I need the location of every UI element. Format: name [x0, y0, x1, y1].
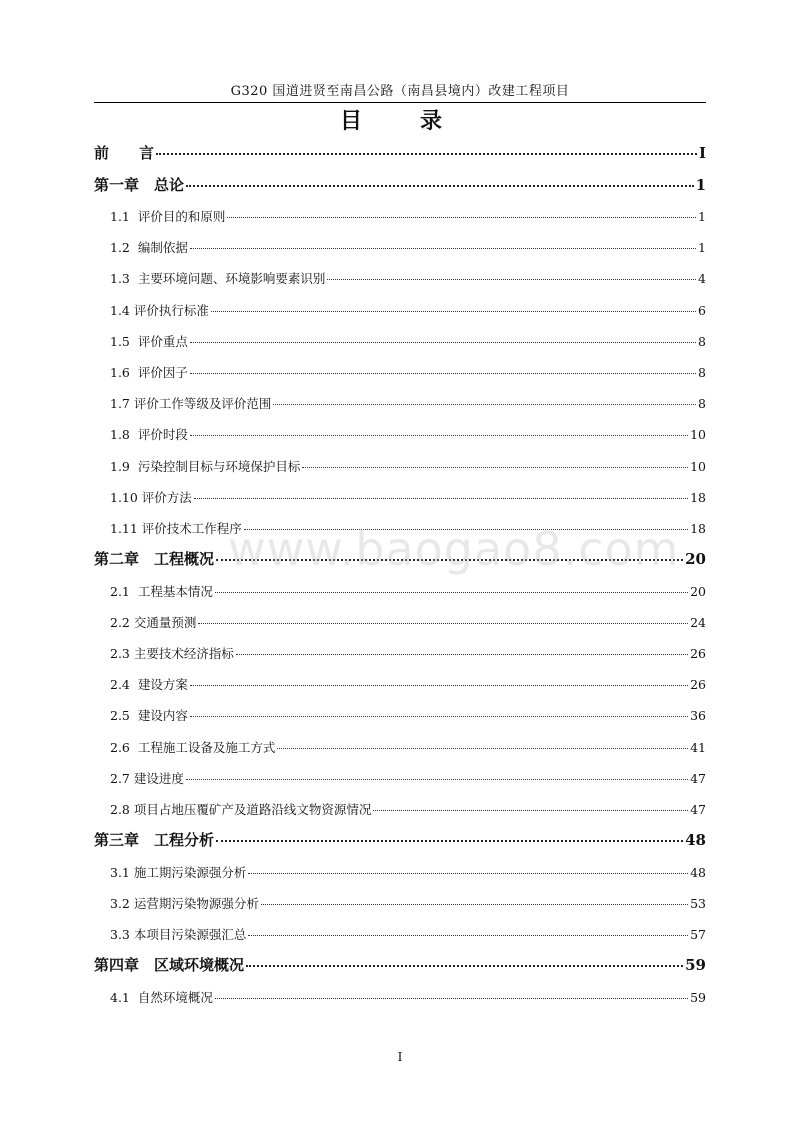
toc-chapter-entry[interactable] — [94, 825, 706, 857]
dot-leader — [190, 435, 688, 436]
toc-section-entry[interactable] — [94, 669, 706, 700]
toc-entry-label: 1.2 编制依据 — [110, 240, 188, 256]
dot-leader — [227, 217, 696, 218]
toc-entry-page-number: 8 — [698, 333, 706, 349]
toc-entry-label: 2.7 建设进度 — [110, 770, 184, 786]
dot-leader — [186, 185, 694, 187]
page-footer-number: I — [397, 1050, 403, 1064]
toc-entry-label: 2.8 项目占地压覆矿产及道路沿线文物资源情况 — [110, 801, 372, 817]
toc-title: 目 录 — [339, 108, 460, 134]
toc-chapter-entry[interactable] — [94, 170, 706, 202]
toc-entry-label: 2.2 交通量预测 — [110, 614, 197, 630]
toc-entry-page-number: I — [698, 144, 706, 162]
dot-leader — [186, 779, 688, 780]
toc-entry-label: 1.7 评价工作等级及评价范围 — [110, 396, 272, 412]
toc-entry-label: 1.1 评价目的和原则 — [110, 209, 226, 224]
dot-leader — [190, 685, 688, 686]
toc-entry-label: 2.5 建设内容 — [110, 708, 188, 724]
toc-section-entry[interactable] — [94, 857, 706, 888]
toc-entry-page-number: 59 — [685, 956, 706, 975]
dot-leader — [211, 311, 696, 312]
toc-entry-page-number: 26 — [690, 645, 706, 661]
toc-entry-page-number: 1 — [695, 175, 706, 194]
toc-entry-page-number: 53 — [690, 895, 706, 911]
toc-entry-page-number: 8 — [698, 396, 706, 412]
toc-entry-page-number: 26 — [690, 677, 706, 693]
toc-entry-page-number: 48 — [685, 831, 706, 850]
dot-leader — [244, 529, 688, 530]
toc-entry-page-number: 1 — [698, 209, 706, 224]
toc-entry-page-number: 47 — [690, 770, 706, 786]
toc-entry-page-number: 59 — [690, 989, 706, 1005]
dot-leader — [273, 404, 696, 405]
dot-leader — [215, 592, 688, 593]
toc-entry-page-number: 10 — [690, 458, 706, 474]
toc-section-entry[interactable] — [94, 794, 706, 825]
dot-leader — [190, 716, 688, 717]
toc-section-entry[interactable] — [94, 607, 706, 638]
toc-entry-label: 2.3 主要技术经济指标 — [110, 645, 234, 661]
toc-entry-page-number: 57 — [690, 926, 706, 942]
dot-leader — [216, 559, 683, 561]
watermark: www.baogao8.com — [228, 522, 680, 576]
toc-section-entry[interactable] — [94, 482, 706, 513]
toc-entry-label: 2.4 建设方案 — [110, 677, 188, 693]
dot-leader — [327, 279, 696, 280]
toc-section-entry[interactable] — [94, 513, 706, 544]
toc-entry-label: 1.8 评价时段 — [110, 427, 188, 443]
table-of-contents — [94, 138, 706, 1013]
toc-entry-label: 1.3 主要环境问题、环境影响要素识别 — [110, 271, 326, 287]
toc-section-entry[interactable] — [94, 357, 706, 388]
toc-entry-page-number: 4 — [698, 271, 706, 287]
dot-leader — [302, 467, 688, 468]
toc-entry-label: 2.6 工程施工设备及施工方式 — [110, 739, 276, 755]
toc-entry-label: 3.3 本项目污染源强汇总 — [110, 926, 247, 942]
toc-chapter-entry[interactable] — [94, 544, 706, 576]
dot-leader — [261, 904, 688, 905]
dot-leader — [236, 654, 688, 655]
toc-section-entry[interactable] — [94, 576, 706, 607]
toc-entry-label: 前 言 — [94, 144, 155, 162]
toc-entry-page-number: 6 — [698, 302, 706, 318]
toc-section-entry[interactable] — [94, 982, 706, 1013]
toc-entry-label: 1.10 评价方法 — [110, 489, 192, 505]
toc-entry-page-number: 48 — [690, 864, 706, 880]
toc-entry-page-number: 8 — [698, 364, 706, 380]
toc-section-entry[interactable] — [94, 201, 706, 232]
toc-entry-page-number: 18 — [690, 520, 706, 536]
toc-section-entry[interactable] — [94, 388, 706, 419]
toc-entry-label: 2.1 工程基本情况 — [110, 583, 213, 599]
dot-leader — [248, 873, 688, 874]
toc-section-entry[interactable] — [94, 888, 706, 919]
toc-entry-label: 第一章 总论 — [94, 175, 185, 194]
toc-entry-page-number: 20 — [690, 583, 706, 599]
toc-section-entry[interactable] — [94, 263, 706, 294]
toc-entry-label: 3.2 运营期污染物源强分析 — [110, 895, 259, 911]
toc-entry-page-number: 36 — [690, 708, 706, 724]
toc-section-entry[interactable] — [94, 919, 706, 950]
toc-entry-page-number: 24 — [690, 614, 706, 630]
toc-entry-page-number: 1 — [698, 240, 706, 256]
toc-section-entry[interactable] — [94, 451, 706, 482]
dot-leader — [246, 965, 683, 967]
dot-leader — [216, 840, 683, 842]
toc-entry-label: 1.11 评价技术工作程序 — [110, 520, 242, 536]
dot-leader — [198, 623, 688, 624]
toc-entry-label: 4.1 自然环境概况 — [110, 989, 213, 1005]
dot-leader — [194, 498, 688, 499]
toc-section-entry[interactable] — [94, 326, 706, 357]
toc-chapter-entry[interactable] — [94, 950, 706, 982]
toc-entry-page-number: 10 — [690, 427, 706, 443]
toc-section-entry[interactable] — [94, 638, 706, 669]
dot-leader — [156, 153, 697, 155]
toc-entry-label: 第三章 工程分析 — [94, 831, 215, 850]
toc-section-entry[interactable] — [94, 763, 706, 794]
toc-section-entry[interactable] — [94, 295, 706, 326]
toc-entry-label: 3.1 施工期污染源强分析 — [110, 864, 247, 880]
dot-leader — [190, 248, 696, 249]
dot-leader — [277, 748, 688, 749]
toc-section-entry[interactable] — [94, 700, 706, 731]
toc-entry-page-number: 41 — [690, 739, 706, 755]
dot-leader — [373, 810, 688, 811]
toc-entry-label: 第二章 工程概况 — [94, 550, 215, 569]
toc-section-entry[interactable] — [94, 732, 706, 763]
toc-entry-page-number: 20 — [685, 550, 706, 569]
dot-leader — [190, 373, 696, 374]
dot-leader — [248, 935, 688, 936]
toc-entry-page-number: 18 — [690, 489, 706, 505]
running-header: G320 国道进贤至南昌公路（南昌县境内）改建工程项目 — [230, 84, 570, 99]
toc-entry-page-number: 47 — [690, 801, 706, 817]
toc-entry-label: 1.5 评价重点 — [110, 333, 188, 349]
toc-section-entry[interactable] — [94, 232, 706, 263]
toc-section-entry[interactable] — [94, 419, 706, 450]
toc-entry-label: 1.9 污染控制目标与环境保护目标 — [110, 458, 301, 474]
toc-entry-label: 第四章 区域环境概况 — [94, 956, 245, 975]
header-divider — [94, 102, 706, 103]
toc-entry-label: 1.4 评价执行标准 — [110, 302, 209, 318]
toc-entry-label: 1.6 评价因子 — [110, 364, 188, 380]
dot-leader — [215, 998, 688, 999]
dot-leader — [190, 342, 696, 343]
toc-chapter-entry[interactable] — [94, 138, 706, 170]
